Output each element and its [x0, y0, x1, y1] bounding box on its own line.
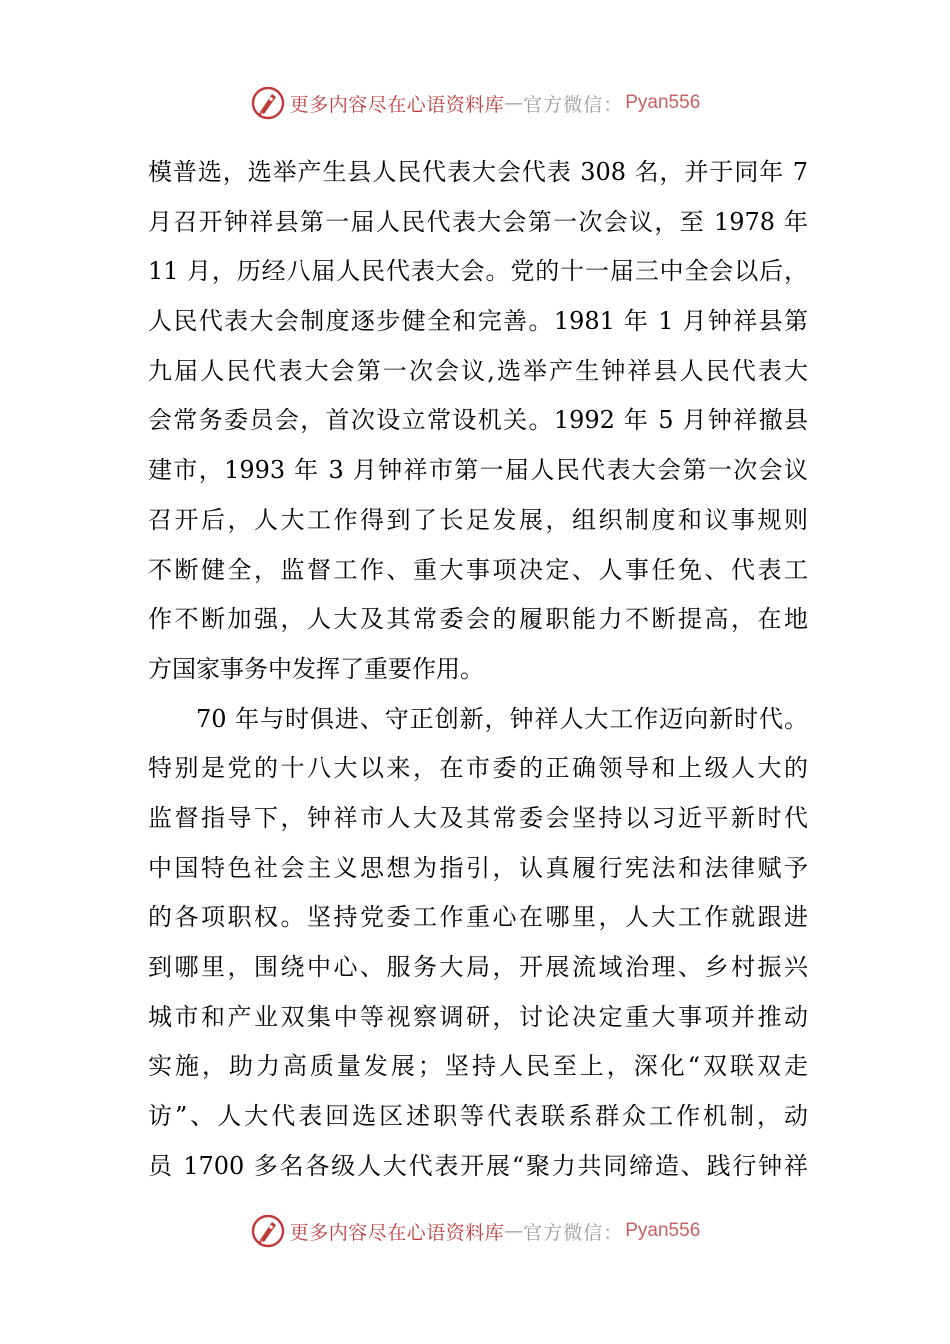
watermark-dash: —	[504, 92, 524, 114]
text-line: 人民代表大会制度逐步健全和完善。1981 年 1 月钟祥县第	[148, 307, 808, 336]
text-line: 中国特色社会主义思想为指引，认真履行宪法和法律赋予	[148, 853, 808, 882]
watermark-wechat-id: Pyan556	[625, 92, 701, 113]
text-line: 特别是党的十八大以来，在市委的正确领导和上级人大的	[148, 754, 808, 783]
text-line: 月召开钟祥县第一届人民代表大会第一次会议，至 1978 年	[148, 207, 808, 236]
document-body	[148, 148, 808, 1191]
pen-nib-logo-icon	[250, 85, 286, 121]
pen-nib-logo-icon	[250, 1213, 286, 1249]
text-line: 城市和产业双集中等视察调研，讨论决定重大事项并推动	[148, 1002, 808, 1031]
watermark-dash: —	[504, 1220, 524, 1242]
text-line: 召开后，人大工作得到了长足发展，组织制度和议事规则	[148, 505, 808, 534]
paragraph-first-line: 70 年与时俱进、守正创新，钟祥人大工作迈向新时代。	[196, 704, 808, 733]
text-line: 作不断加强，人大及其常委会的履职能力不断提高，在地	[148, 605, 808, 634]
text-line: 监督指导下，钟祥市人大及其常委会坚持以习近平新时代	[148, 803, 808, 832]
watermark-footer	[0, 1211, 950, 1251]
text-line: 员 1700 多名各级人大代表开展“聚力共同缔造、践行钟祥	[148, 1151, 808, 1180]
text-line: 到哪里，围绕中心、服务大局，开展流域治理、乡村振兴	[148, 953, 808, 981]
text-line: 会常务委员会，首次设立常设机关。1992 年 5 月钟祥撤县	[148, 406, 808, 435]
watermark-site-name: 更多内容尽在心语资料库	[289, 1221, 505, 1244]
text-line: 不断健全，监督工作、重大事项决定、人事任免、代表工	[148, 555, 808, 584]
text-line: 模普选，选举产生县人民代表大会代表 308 名，并于同年 7	[148, 158, 808, 186]
text-line: 方国家事务中发挥了重要作用。	[148, 654, 484, 683]
text-line: 九届人民代表大会第一次会议,选举产生钟祥县人民代表大	[148, 356, 808, 385]
watermark-header	[0, 83, 950, 123]
text-line: 的各项职权。坚持党委工作重心在哪里，人大工作就跟进	[148, 903, 808, 932]
watermark-official-label: 官方微信：	[523, 1221, 624, 1244]
watermark-official-label: 官方微信：	[523, 93, 624, 116]
watermark-site-name: 更多内容尽在心语资料库	[289, 93, 505, 116]
text-line: 11 月，历经八届人民代表大会。党的十一届三中全会以后，	[148, 257, 808, 286]
text-line: 实施，助力高质量发展；坚持人民至上，深化“双联双走	[148, 1052, 808, 1081]
text-line: 访”、人大代表回选区述职等代表联系群众工作机制，动	[148, 1102, 808, 1131]
watermark-wechat-id: Pyan556	[625, 1220, 701, 1241]
text-line: 建市，1993 年 3 月钟祥市第一届人民代表大会第一次会议	[148, 456, 808, 485]
